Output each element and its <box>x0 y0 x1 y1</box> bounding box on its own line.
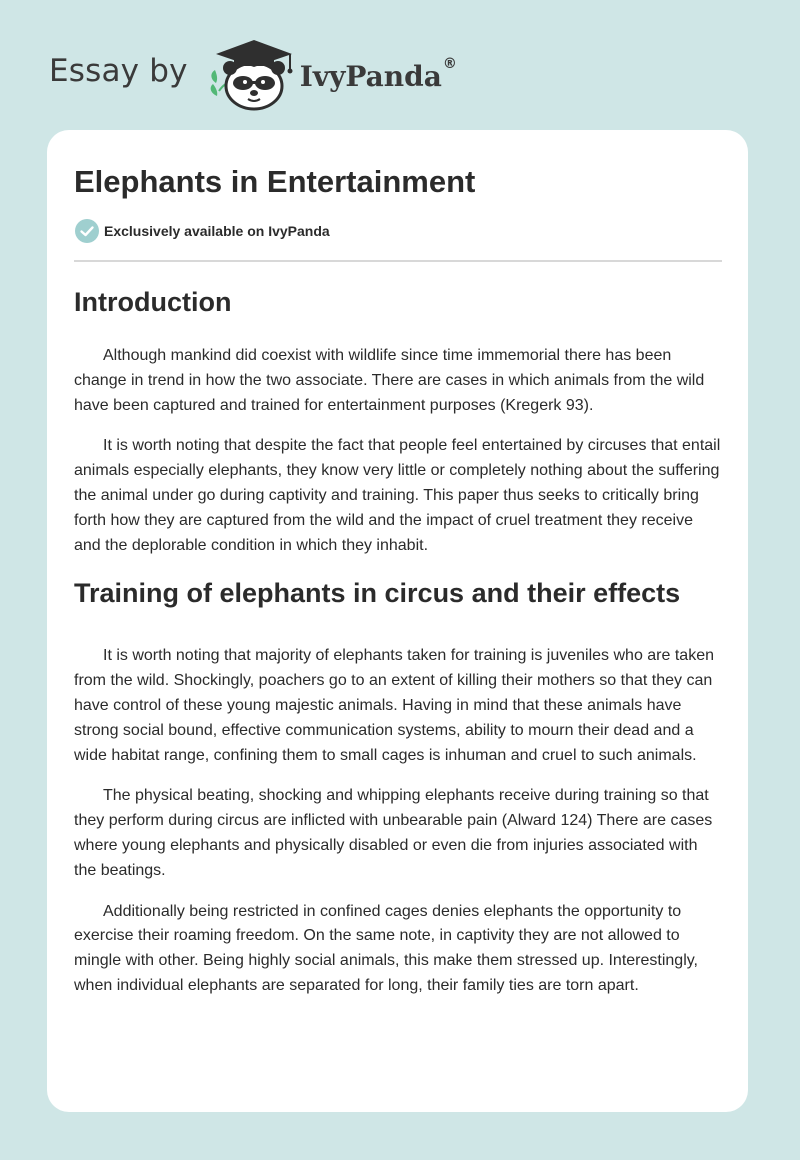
panda-graduation-cap-logo <box>204 36 298 112</box>
registered-mark: ® <box>442 55 457 72</box>
exclusive-badge <box>74 218 722 244</box>
essay-card <box>47 130 748 1112</box>
brand-prefix: Essay by <box>49 53 188 89</box>
section-heading: Introduction <box>74 287 232 317</box>
site-brand[interactable] <box>49 36 457 112</box>
page-title: Elephants in Entertainment <box>74 164 476 199</box>
paragraph: It is worth noting that despite the fact that people feel entertained by circuses that entail animals especially elephants, they know very little or completely nothing about the suffering the animal under go during captivity and training. This paper thus seeks to critically bring forth how they are captured from the wild and the impact of cruel treatment they receive and the deplorable condition in which they inhabit. <box>74 437 721 554</box>
brand-name: IvyPanda® <box>299 55 457 93</box>
exclusive-badge-text: Exclusively available on IvyPanda <box>104 223 330 239</box>
paragraph: It is worth noting that majority of elephants taken for training is juveniles who are taken from the wild. Shockingly, poachers go to an extent of killing their mothers so that they can have control of these young majestic animals. Having in mind that these animals have strong social bound, effective communication systems, ability to mourn their dead and a wide habitat range, confining them to small cages is inhuman and cruel to such animals. <box>74 647 714 764</box>
paragraph: The physical beating, shocking and whipping elephants receive during training so that they perform during circus are inflicted with unbearable pain (Alward 124) There are cases where young elephants and physically disabled or even die from injuries associated with the beatings. <box>74 787 713 879</box>
section-introduction <box>74 282 722 558</box>
paragraph: Although mankind did coexist with wildlife since time immemorial there has been change in trend in how the two associate. There are cases in which animals from the wild have been captured and trained for entertainment purposes (Kregerk 93). <box>74 347 705 414</box>
divider <box>74 260 722 262</box>
section-training <box>74 573 722 998</box>
check-circle-icon <box>74 218 100 244</box>
section-heading: Training of elephants in circus and their effects <box>74 578 681 609</box>
paragraph: Additionally being restricted in confined cages denies elephants the opportunity to exercise their roaming freedom. On the same note, in captivity they are not allowed to mingle with other. Being highly social animals, this make them stressed up. Interestingly, when individual elephants are separated for long, their family ties are torn apart. <box>74 902 698 994</box>
